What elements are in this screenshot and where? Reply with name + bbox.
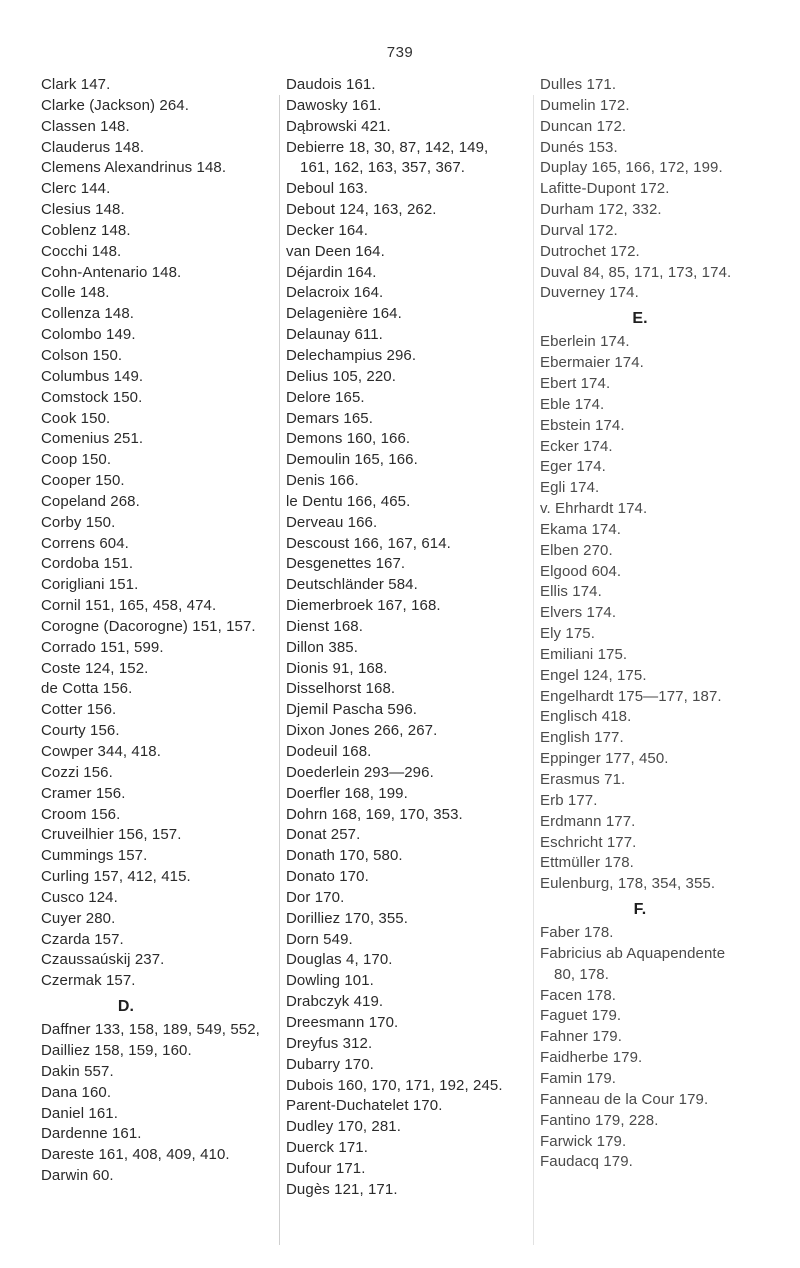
index-entry: Ecker 174. — [540, 437, 613, 455]
index-entry: Ellis 174. — [540, 583, 602, 601]
index-entry: Czermak 157. — [41, 972, 136, 990]
index-entry: Durham 172, 332. — [540, 201, 662, 219]
index-entry: Erasmus 71. — [540, 771, 626, 788]
index-entry: Dunés 153. — [540, 138, 618, 156]
index-entry: Dawosky 161. — [286, 96, 382, 114]
index-entry: Dąbrowski 421. — [286, 117, 391, 135]
index-entry: Comenius 251. — [41, 430, 144, 448]
index-entry: Cooper 150. — [41, 472, 125, 490]
index-entry: Descoust 166, 167, 614. — [286, 534, 451, 552]
index-entry: Delore 165. — [286, 388, 365, 406]
index-entry: Elben 270. — [540, 541, 613, 559]
index-entry: Daffner 133, 158, 189, 549, 552, — [41, 1021, 260, 1039]
index-entry: Demons 160, 166. — [286, 430, 411, 448]
index-entry: Eulenburg, 178, 354, 355. — [540, 875, 716, 893]
index-entry: Clark 147. — [41, 76, 111, 93]
index-entry: Durval 172. — [540, 221, 618, 239]
index-entry: Djemil Pascha 596. — [286, 701, 418, 719]
index-entry: Dutrochet 172. — [540, 242, 640, 260]
index-entry: Fahner 179. — [540, 1028, 622, 1046]
index-entry: Courty 156. — [41, 722, 120, 740]
index-entry: Colombo 149. — [41, 326, 136, 344]
index-entry: Ebermaier 174. — [540, 354, 644, 372]
index-entry: Doederlein 293—296. — [286, 763, 434, 781]
index-entry: Dorn 549. — [286, 930, 353, 948]
index-entry: Derveau 166. — [286, 513, 378, 531]
index-entry: Clemens Alexandrinus 148. — [41, 159, 227, 177]
index-entry: Engelhardt 175—177, 187. — [540, 687, 722, 705]
index-entry: Dowling 101. — [286, 972, 374, 990]
index-entry: Donat 257. — [286, 826, 361, 844]
index-entry: Corrado 151, 599. — [41, 638, 164, 656]
index-entry: Dreyfus 312. — [286, 1034, 373, 1052]
index-entry: Croom 156. — [41, 805, 121, 823]
index-entry: Deutschländer 584. — [286, 576, 418, 594]
index-entry: Dor 170. — [286, 888, 345, 906]
index-entry: Fabricius ab Aquapendente — [540, 944, 726, 962]
index-entry: Dufour 171. — [286, 1159, 366, 1177]
index-entry: Ely 175. — [540, 625, 595, 643]
index-entry: Fanneau de la Cour 179. — [540, 1090, 709, 1108]
index-entry: Corby 150. — [41, 513, 116, 531]
index-entry: Duerck 171. — [286, 1139, 368, 1157]
index-entry: Copeland 268. — [41, 492, 140, 510]
index-entry: Cummings 157. — [41, 847, 148, 865]
index-entry: Fantino 179, 228. — [540, 1111, 659, 1129]
index-entry: Dana 160. — [41, 1083, 112, 1101]
index-entry: Eschricht 177. — [540, 833, 637, 851]
index-entry: Duncan 172. — [540, 117, 627, 135]
index-entry: Daniel 161. — [41, 1104, 118, 1122]
index-entry: Delaunay 611. — [286, 326, 383, 344]
index-entry: Cocchi 148. — [41, 242, 122, 260]
index-entry: Lafitte-Dupont 172. — [540, 180, 670, 198]
index-entry: Cruveilhier 156, 157. — [41, 826, 182, 844]
column-divider — [279, 95, 280, 1245]
index-entry: Duval 84, 85, 171, 173, 174. — [540, 263, 732, 281]
index-entry: Eberlein 174. — [540, 333, 630, 351]
index-entry: Dohrn 168, 169, 170, 353. — [286, 805, 463, 823]
index-entry: Cozzi 156. — [41, 763, 113, 781]
index-entry: Ebert 174. — [540, 374, 611, 392]
index-entry: Decker 164. — [286, 221, 368, 239]
index-entry: Denis 166. — [286, 472, 359, 490]
index-entry-continuation: 161, 162, 163, 357, 367. — [300, 159, 466, 177]
index-entry: Czarda 157. — [41, 930, 124, 948]
index-entry: Facen 178. — [540, 986, 617, 1004]
index-entry: Engel 124, 175. — [540, 666, 647, 684]
index-entry: Diemerbroek 167, 168. — [286, 597, 441, 615]
index-entry: Corogne (Dacorogne) 151, 157. — [41, 617, 256, 635]
index-column-3 — [540, 75, 790, 1173]
index-entry: Correns 604. — [41, 534, 129, 552]
index-entry: Cordoba 151. — [41, 555, 134, 573]
index-entry: Déjardin 164. — [286, 263, 377, 281]
index-entry: Cusco 124. — [41, 888, 118, 906]
index-entry: Classen 148. — [41, 117, 130, 135]
column-divider — [533, 95, 534, 1245]
index-entry: Eger 174. — [540, 458, 606, 476]
index-entry: Columbus 149. — [41, 367, 144, 385]
index-entry: Dudley 170, 281. — [286, 1118, 402, 1136]
index-entry: Deboul 163. — [286, 180, 368, 198]
index-entry: van Deen 164. — [286, 242, 385, 260]
index-entry: Faudacq 179. — [540, 1153, 633, 1171]
index-entry: Dardenne 161. — [41, 1125, 142, 1143]
index-entry: Dumelin 172. — [540, 96, 630, 114]
index-entry: Cornil 151, 165, 458, 474. — [41, 597, 217, 615]
index-entry: Debierre 18, 30, 87, 142, 149, — [286, 138, 489, 156]
index-entry: v. Ehrhardt 174. — [540, 500, 648, 518]
index-entry: Dreesmann 170. — [286, 1013, 399, 1031]
index-entry: Clauderus 148. — [41, 138, 145, 156]
index-entry: Eble 174. — [540, 395, 605, 413]
index-entry: Dubarry 170. — [286, 1055, 374, 1073]
index-entry: Dionis 91, 168. — [286, 659, 388, 677]
section-heading: D. — [117, 998, 135, 1016]
section-heading: E. — [632, 310, 648, 328]
index-entry: Collenza 148. — [41, 305, 135, 323]
index-column-2 — [286, 75, 530, 1201]
index-entry: Dillon 385. — [286, 638, 358, 656]
index-entry: Dixon Jones 266, 267. — [286, 722, 438, 740]
index-entry: Cowper 344, 418. — [41, 743, 162, 760]
index-entry: Dugès 121, 171. — [286, 1180, 398, 1198]
index-entry: Ekama 174. — [540, 520, 622, 538]
index-entry: Daudois 161. — [286, 76, 376, 93]
index-entry: Colson 150. — [41, 346, 123, 364]
index-entry: Cook 150. — [41, 409, 111, 427]
index-entry: Duplay 165, 166, 172, 199. — [540, 159, 723, 177]
index-entry: Elvers 174. — [540, 604, 617, 622]
index-entry: le Dentu 166, 465. — [286, 492, 411, 510]
index-entry: Cohn-Antenario 148. — [41, 263, 182, 281]
index-entry-continuation: 80, 178. — [554, 965, 610, 983]
index-entry: Egli 174. — [540, 479, 600, 497]
index-entry: Faguet 179. — [540, 1007, 622, 1025]
index-entry: Ettmüller 178. — [540, 854, 634, 872]
index-entry: Donath 170, 580. — [286, 847, 403, 865]
index-entry: Coop 150. — [41, 451, 112, 469]
index-entry: Erdmann 177. — [540, 812, 636, 830]
index-entry: Clesius 148. — [41, 201, 125, 219]
index-entry: Emiliani 175. — [540, 645, 628, 663]
index-entry: Dodeuil 168. — [286, 743, 372, 760]
index-entry: English 177. — [540, 729, 624, 747]
index-column-1 — [41, 75, 273, 1187]
index-entry: Faber 178. — [540, 924, 614, 942]
index-entry: Coste 124, 152. — [41, 659, 149, 677]
index-entry: Demoulin 165, 166. — [286, 451, 418, 469]
index-entry: Eppinger 177, 450. — [540, 750, 669, 768]
index-entry: Dareste 161, 408, 409, 410. — [41, 1146, 230, 1164]
section-heading: F. — [633, 901, 647, 919]
index-entry: de Cotta 156. — [41, 680, 133, 698]
index-entry: Doerfler 168, 199. — [286, 784, 408, 802]
index-entry: Coblenz 148. — [41, 221, 131, 239]
index-entry: Famin 179. — [540, 1069, 617, 1087]
index-entry: Desgenettes 167. — [286, 555, 406, 573]
index-entry: Dienst 168. — [286, 617, 363, 635]
index-entry: Drabczyk 419. — [286, 993, 384, 1011]
index-entry: Disselhorst 168. — [286, 680, 396, 698]
index-entry: Colle 148. — [41, 284, 110, 302]
index-entry: Douglas 4, 170. — [286, 951, 393, 969]
index-entry: Delacroix 164. — [286, 284, 384, 302]
index-entry: Faidherbe 179. — [540, 1049, 643, 1067]
index-entry: Dulles 171. — [540, 76, 617, 93]
index-entry: Delagenière 164. — [286, 305, 402, 323]
index-entry: Curling 157, 412, 415. — [41, 868, 191, 886]
index-entry: Czaussaúskij 237. — [41, 951, 165, 969]
index-entry: Dailliez 158, 159, 160. — [41, 1041, 192, 1059]
index-entry: Cuyer 280. — [41, 909, 116, 927]
index-entry: Delechampius 296. — [286, 346, 417, 364]
index-entry: Corigliani 151. — [41, 576, 139, 594]
index-entry: Duverney 174. — [540, 284, 639, 302]
index-entry: Clerc 144. — [41, 180, 111, 198]
index-entry: Englisch 418. — [540, 708, 632, 726]
index-entry: Delius 105, 220. — [286, 367, 397, 385]
index-entry: Parent-Duchatelet 170. — [286, 1097, 443, 1115]
index-entry: Elgood 604. — [540, 562, 622, 580]
index-entry: Darwin 60. — [41, 1167, 114, 1185]
index-entry: Cotter 156. — [41, 701, 117, 719]
index-entry: Clarke (Jackson) 264. — [41, 96, 189, 114]
index-entry: Dorilliez 170, 355. — [286, 909, 408, 927]
index-entry: Debout 124, 163, 262. — [286, 201, 437, 219]
index-entry: Dakin 557. — [41, 1062, 114, 1080]
index-entry: Farwick 179. — [540, 1132, 627, 1150]
index-entry: Erb 177. — [540, 791, 598, 809]
index-entry: Demars 165. — [286, 409, 373, 427]
index-entry: Ebstein 174. — [540, 416, 625, 434]
index-entry: Cramer 156. — [41, 784, 126, 802]
page-number: 739 — [386, 44, 414, 61]
index-entry: Dubois 160, 170, 171, 192, 245. — [286, 1076, 503, 1094]
index-entry: Comstock 150. — [41, 388, 143, 406]
index-entry: Donato 170. — [286, 868, 369, 886]
